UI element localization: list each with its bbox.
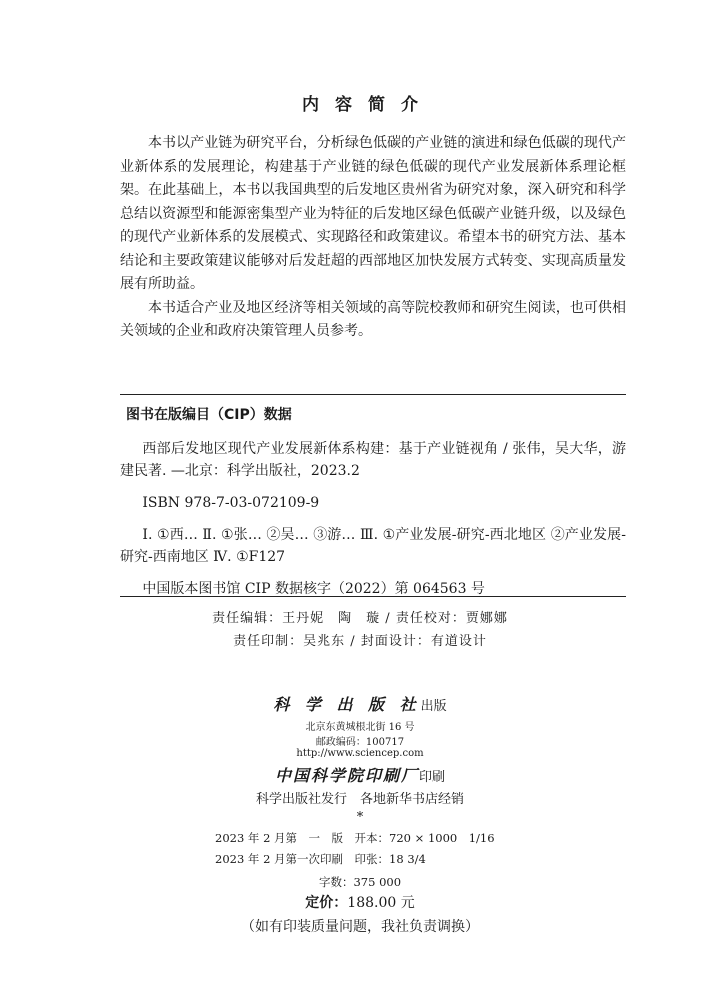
printer-suffix: 印刷 xyxy=(419,770,446,785)
distribution-line: 科学出版社发行 各地新华书店经销 xyxy=(255,792,464,807)
publisher-line xyxy=(0,692,720,715)
printing-line: 2023 年 2 月第一次印刷 印张：18 3/4 xyxy=(215,852,426,866)
cip-bottom-rule xyxy=(120,596,626,597)
price-value: 188.00 元 xyxy=(347,895,415,911)
summary-paragraph: 本书以产业链为研究平台，分析绿色低碳的产业链的演进和绿色低碳的现代产业新体系的发展理论，构建基于产业链的绿色低碳的现代产业发展新体系理论框架。在此基础上，本书以我国典型的后发地区贵州省为研究对象，深入研究和科学总结以资源型和能源密集型产业为特征的后发地区绿色低碳产业链升级，以及绿色的现代产业新体系的发展模式、实现路径和政策建议。希望本书的研究方法、基本结论和主要政策建议能够对后发赶超的西部地区加快发展方式转变、实现高质量发展有所助益。 xyxy=(120,135,626,292)
cip-block xyxy=(120,404,626,610)
quality-notice: （如有印装质量问题，我社负责调换） xyxy=(241,919,479,935)
cip-record: 中国版本图书馆 CIP 数据核字（2022）第 064563 号 xyxy=(142,581,485,597)
word-count: 字数：375 000 xyxy=(318,875,402,889)
price-line xyxy=(0,892,720,912)
cip-isbn: ISBN 978-7-03-072109-9 xyxy=(142,495,320,511)
cip-heading: 图书在版编目（CIP）数据 xyxy=(126,407,292,423)
edition-line: 2023 年 2 月第 一 版 开本：720 × 1000 1/16 xyxy=(215,831,495,845)
publisher-suffix: 出版 xyxy=(420,699,447,714)
summary-title: 内容简介 xyxy=(302,95,434,115)
credits-editors: 责任编辑：王丹妮 陶 璇 / 责任校对：贾娜娜 xyxy=(212,611,508,626)
publisher-logo: 科 学 出 版 社 xyxy=(273,695,421,714)
cip-classification: Ⅰ. ①西… Ⅱ. ①张… ②吴… ③游… Ⅲ. ①产业发展-研究-西北地区 ②产业发展-研究-西南地区 Ⅳ. ①F127 xyxy=(120,527,626,565)
edition-info xyxy=(0,830,720,867)
publisher-address: 北京东黄城根北街 16 号 xyxy=(305,722,415,733)
publisher-url: http://www.sciencep.com xyxy=(296,748,424,759)
price-label: 定价： xyxy=(305,895,348,911)
summary-body xyxy=(120,132,626,344)
publisher-postcode: 邮政编码：100717 xyxy=(315,737,405,748)
printer-line xyxy=(0,763,720,786)
credits-production: 责任印制：吴兆东 / 封面设计：有道设计 xyxy=(233,634,487,649)
cip-entry: 西部后发地区现代产业发展新体系构建：基于产业链视角 / 张伟，吴大华，游建民著. —北京：科学出版社，2023.2 xyxy=(120,441,626,479)
printer-logo: 中国科学院印刷厂 xyxy=(274,766,419,785)
cip-top-rule xyxy=(120,394,626,395)
summary-paragraph: 本书适合产业及地区经济等相关领域的高等院校教师和研究生阅读，也可供相关领域的企业和政府决策管理人员参考。 xyxy=(120,299,626,339)
separator-star: * xyxy=(356,810,364,825)
